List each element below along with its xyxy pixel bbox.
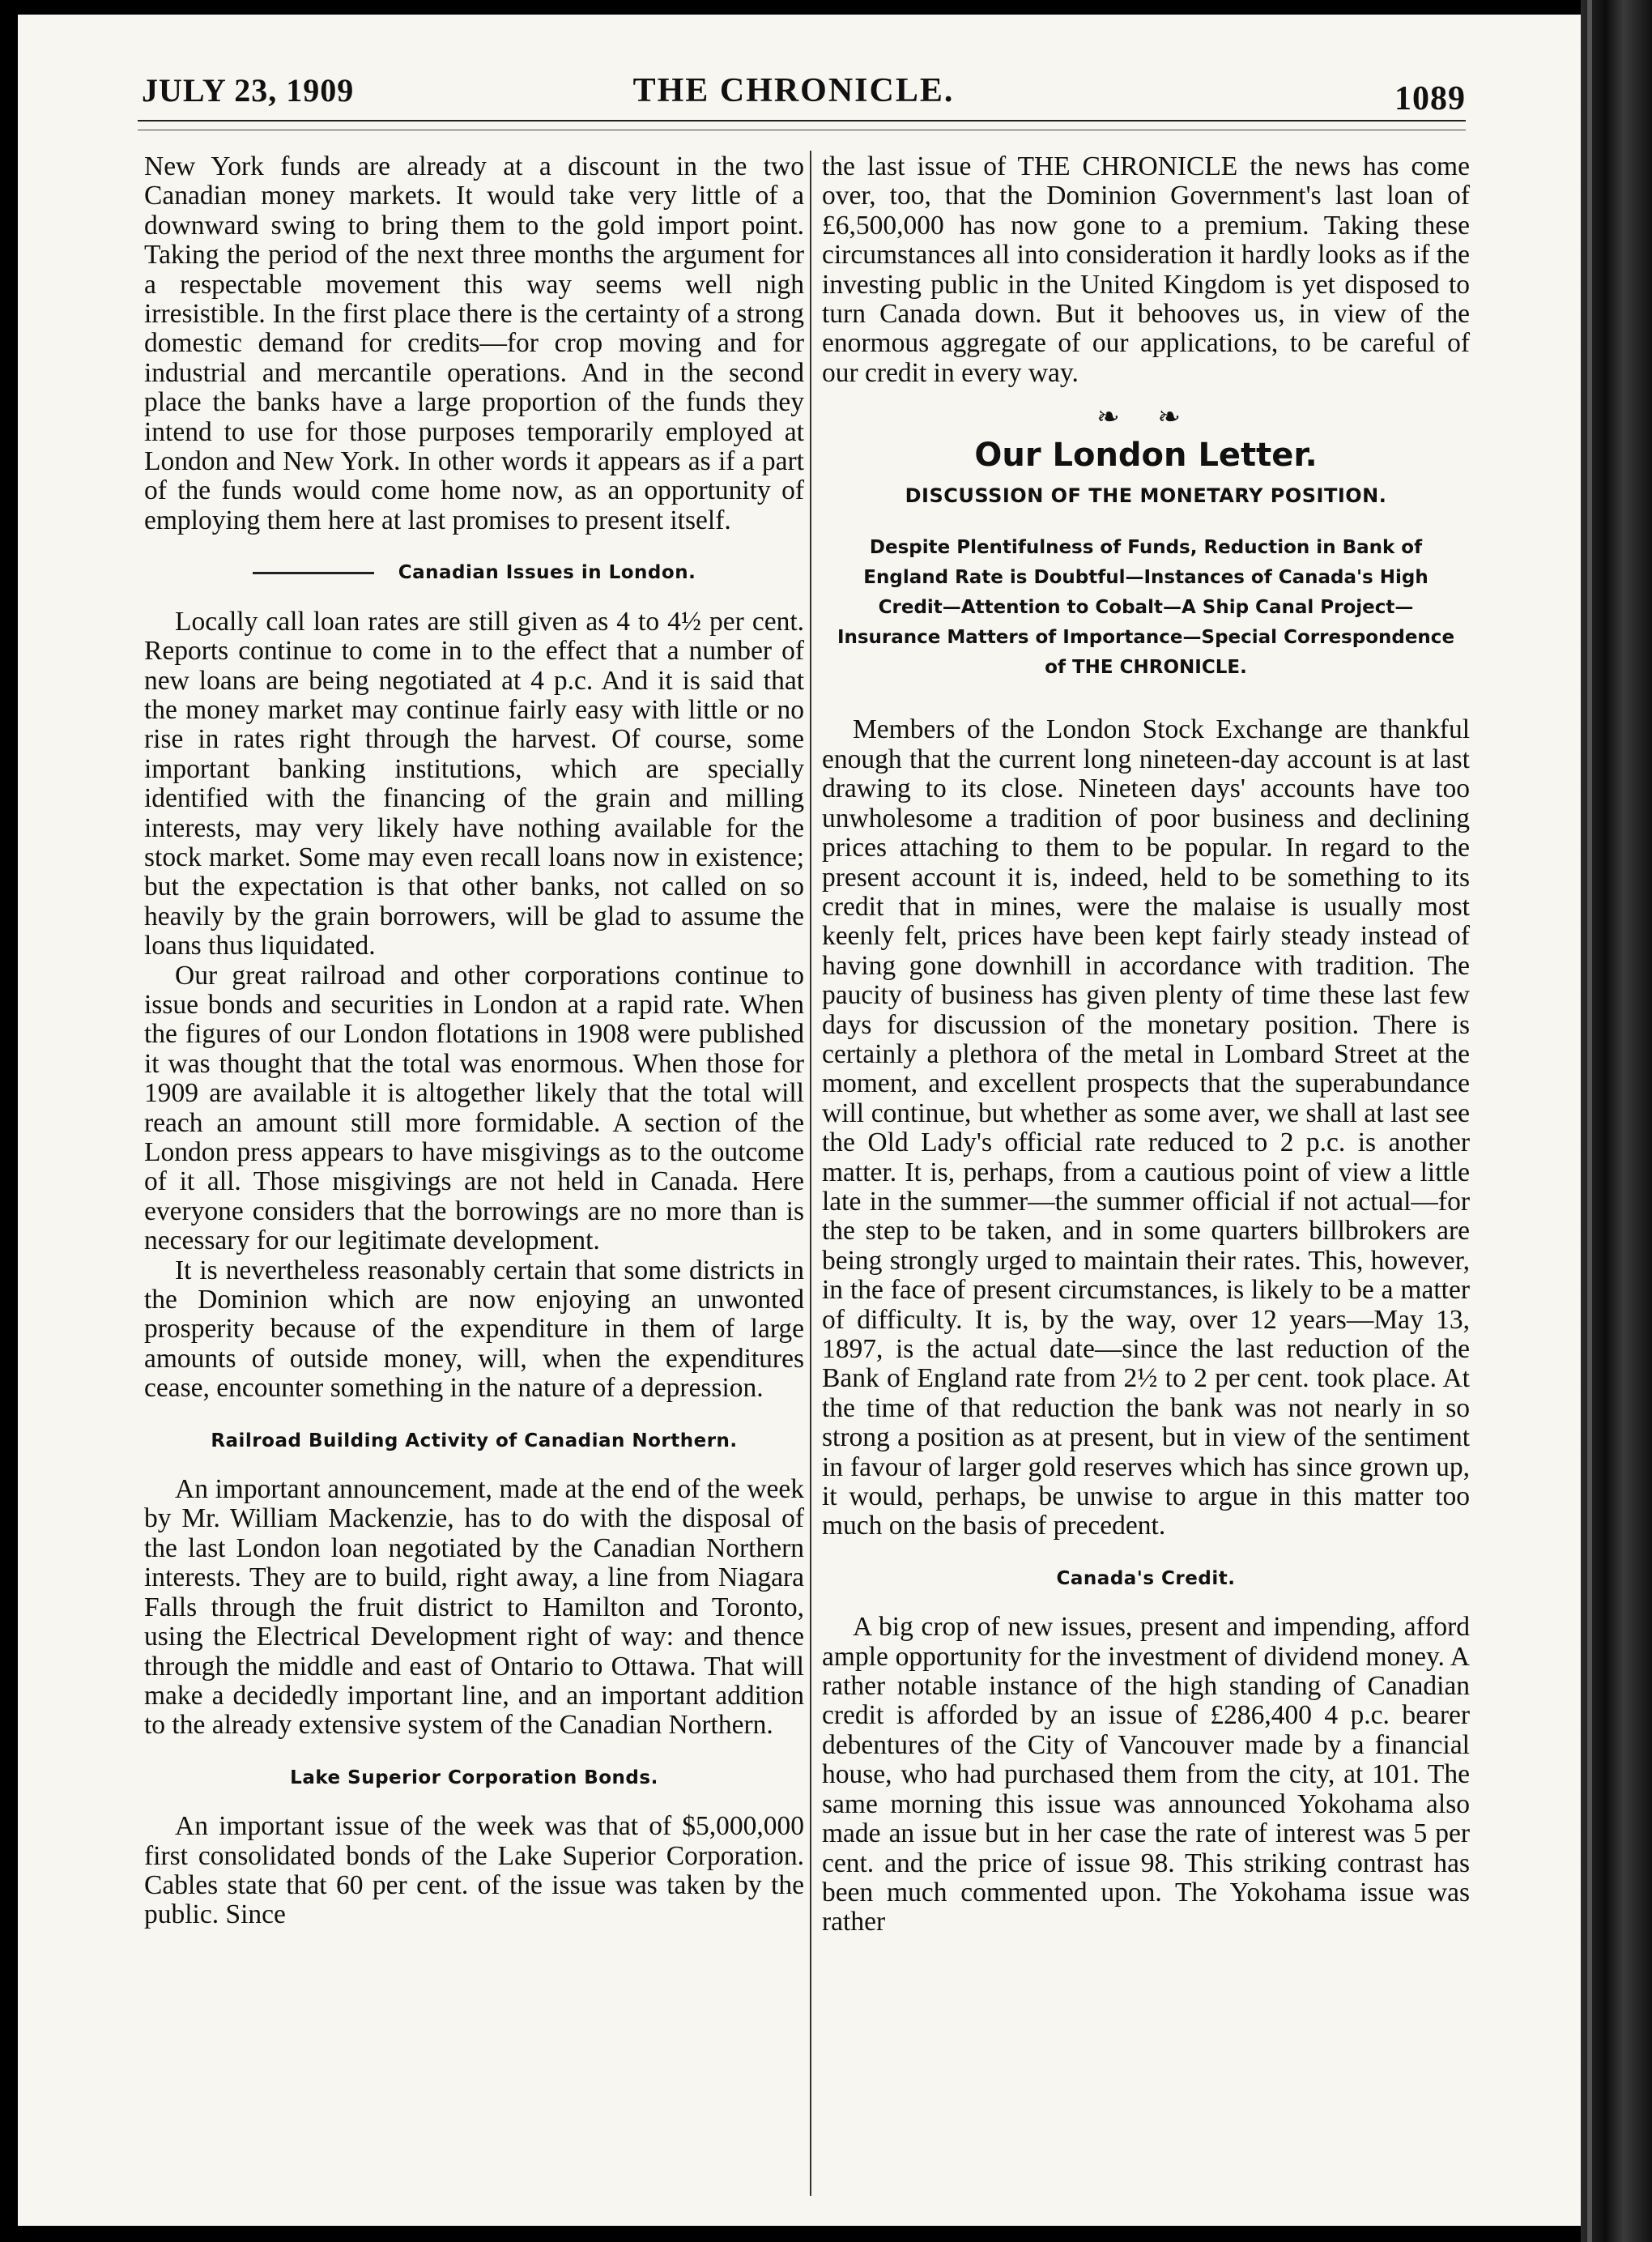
column-divider xyxy=(810,151,811,2196)
paragraph-continued: the last issue of THE CHRONICLE the news has come over, too, that the Dominion Government's last loan of £6,500,000 has now gone to a premium. Taking these circumstances all into consideration it hardly looks as if the investing public in the United Kingdom is yet disposed to turn Canada down. But it behooves us, in view of the enormous aggregate of our applications, to be careful of our credit in every way. xyxy=(822,151,1470,388)
article-deck: Despite Plentifulness of Funds, Reduction in Bank of England Rate is Doubtful—Instances of Canada's High Credit—Attention to Cobalt—A Ship Canal Project—Insurance Matters of Importance—Special Correspondence of THE CHRONICLE. xyxy=(837,537,1455,679)
right-column xyxy=(822,152,1470,1937)
left-column xyxy=(144,152,804,1930)
article-title: Our London Letter. xyxy=(974,436,1318,474)
paragraph-mackenzie-announcement: An important announcement, made at the end of the week by Mr. William Mackenzie, has to do with the disposal of the last London loan negotiated by the Canadian Northern interests. They are to build, right away, a line from Niagara Falls through the fruit district to Hamilton and Toronto, using the Electrical Development right of way: and thence through the middle and east of Ontario to Ottawa. That will make a decidedly important line, and an important addition to the already extensive system of the Canadian Northern. xyxy=(144,1474,804,1741)
page-number: 1089 xyxy=(1394,80,1466,117)
section-heading-canadian-issues xyxy=(144,558,804,587)
paragraph-new-issues: A big crop of new issues, present and impending, afford ample opportunity for the investment of dividend money. A rather notable instance of the high standing of Canadian credit is afforded by an issue of £286,400 4 p.c. bearer debentures of the City of Vancouver made by a financial house, who had purchased them from the city, at 101. The same morning this issue was announced Yokohama also made an issue but in her case the rate of interest was 5 per cent. and the price of issue 98. This striking contrast has been much commented upon. The Yokohama issue was rather xyxy=(822,1612,1470,1937)
issue-date: JULY 23, 1909 xyxy=(142,72,355,109)
paragraph-depression: It is nevertheless reasonably certain that some districts in the Dominion which are now enjoying an unwonted prosperity because of the expenditure in them of large amounts of outside money, will, when the expenditures cease, encounter something in the nature of a depression. xyxy=(144,1255,804,1404)
section-ornament: ❧ ❧ xyxy=(1096,401,1195,434)
page-header xyxy=(121,71,1466,120)
paragraph-lake-superior-bonds: An important issue of the week was that of $5,000,000 first consolidated bonds of the Lake Superior Corporation. Cables state that 60 per cent. of the issue was taken by the public. Since xyxy=(144,1811,804,1930)
article-subtitle: DISCUSSION OF THE MONETARY POSITION. xyxy=(905,484,1387,508)
masthead-title: THE CHRONICLE. xyxy=(632,72,955,109)
paragraph-railroad-corporations: Our great railroad and other corporations continue to issue bonds and securities in London at a rapid rate. When the figures of our London flotations in 1908 were published it was thought that the total was enormous. When those for 1909 are available it is altogether likely that the total will reach an amount still more formidable. A section of the London press appears to have misgivings as to the outcome of it all. Those misgivings are not held in Canada. Here everyone considers that the borrowings are no more than is necessary for our legitimate development. xyxy=(144,960,804,1256)
section-heading-canadas-credit: Canada's Credit. xyxy=(1056,1567,1236,1589)
section-heading-railroad-building: Railroad Building Activity of Canadian Northern. xyxy=(211,1430,738,1451)
section-heading-lake-superior: Lake Superior Corporation Bonds. xyxy=(290,1767,658,1788)
header-rule xyxy=(138,120,1466,121)
book-binding-edge xyxy=(1581,0,1652,2242)
paragraph-ny-funds: New York funds are already at a discount in the two Canadian money markets. It would take very little of a downward swing to bring them to the gold import point. Taking the period of the next three months the argument for a respectable movement this way seems well nigh irresistible. In the first place there is the certainty of a strong domestic demand for credits—for crop moving and for industrial and mercantile operations. And in the second place the banks have a large proportion of the funds they intend to use for those purposes temporarily employed at London and New York. In other words it appears as if a part of the funds would come home now, as an opportunity of employing them here at last promises to present itself. xyxy=(144,151,804,535)
paragraph-stock-exchange: Members of the London Stock Exchange are thankful enough that the current long nineteen-day account is at last drawing to its close. Nineteen days' accounts have too unwholesome a tradition of poor business and declining prices attaching to them to be popular. In regard to the present account it is, indeed, held to be something to its credit that in mines, were the malaise is usually most keenly felt, prices have been kept fairly steady instead of having gone downhill in accordance with tradition. The paucity of business has given plenty of time these last few days for discussion of the monetary position. There is certainly a plethora of the metal in Lombard Street at the moment, and excellent prospects that the superabundance will continue, but whether as some aver, we shall at last see the Old Lady's official rate reduced to 2 p.c. is another matter. It is, perhaps, from a cautious point of view a little late in the summer—the summer official if not actual—for the step to be taken, and in some quarters billbrokers are being strongly urged to maintain their rates. This, however, in the face of present circumstances, is likely to be a matter of difficulty. It is, by the way, over 12 years—May 13, 1897, is the actual date—since the last reduction of the Bank of England rate from 2½ to 2 per cent. took place. At the time of that reduction the bank was not nearly in so strong a position as at present, but in view of the sentiment in favour of larger gold reserves which has since grown up, it would, perhaps, be unwise to argue in this matter too much on the basis of precedent. xyxy=(822,714,1470,1541)
heading-dash xyxy=(253,572,374,574)
paragraph-call-loan-rates: Locally call loan rates are still given as 4 to 4½ per cent. Reports continue to come in to the effect that a number of new loans are being negotiated at 4 p.c. And it is said that the money market may continue fairly easy with little or no rise in rates right through the harvest. Of course, some important banking institutions, which are specially identified with the financing of the grain and milling interests, may very likely have nothing available for the stock market. Some may even recall loans now in existence; but the expectation is that other banks, not called on so heavily by the grain borrowers, will be glad to assume the loans thus liquidated. xyxy=(144,606,804,961)
heading-text: Canadian Issues in London. xyxy=(398,562,696,584)
